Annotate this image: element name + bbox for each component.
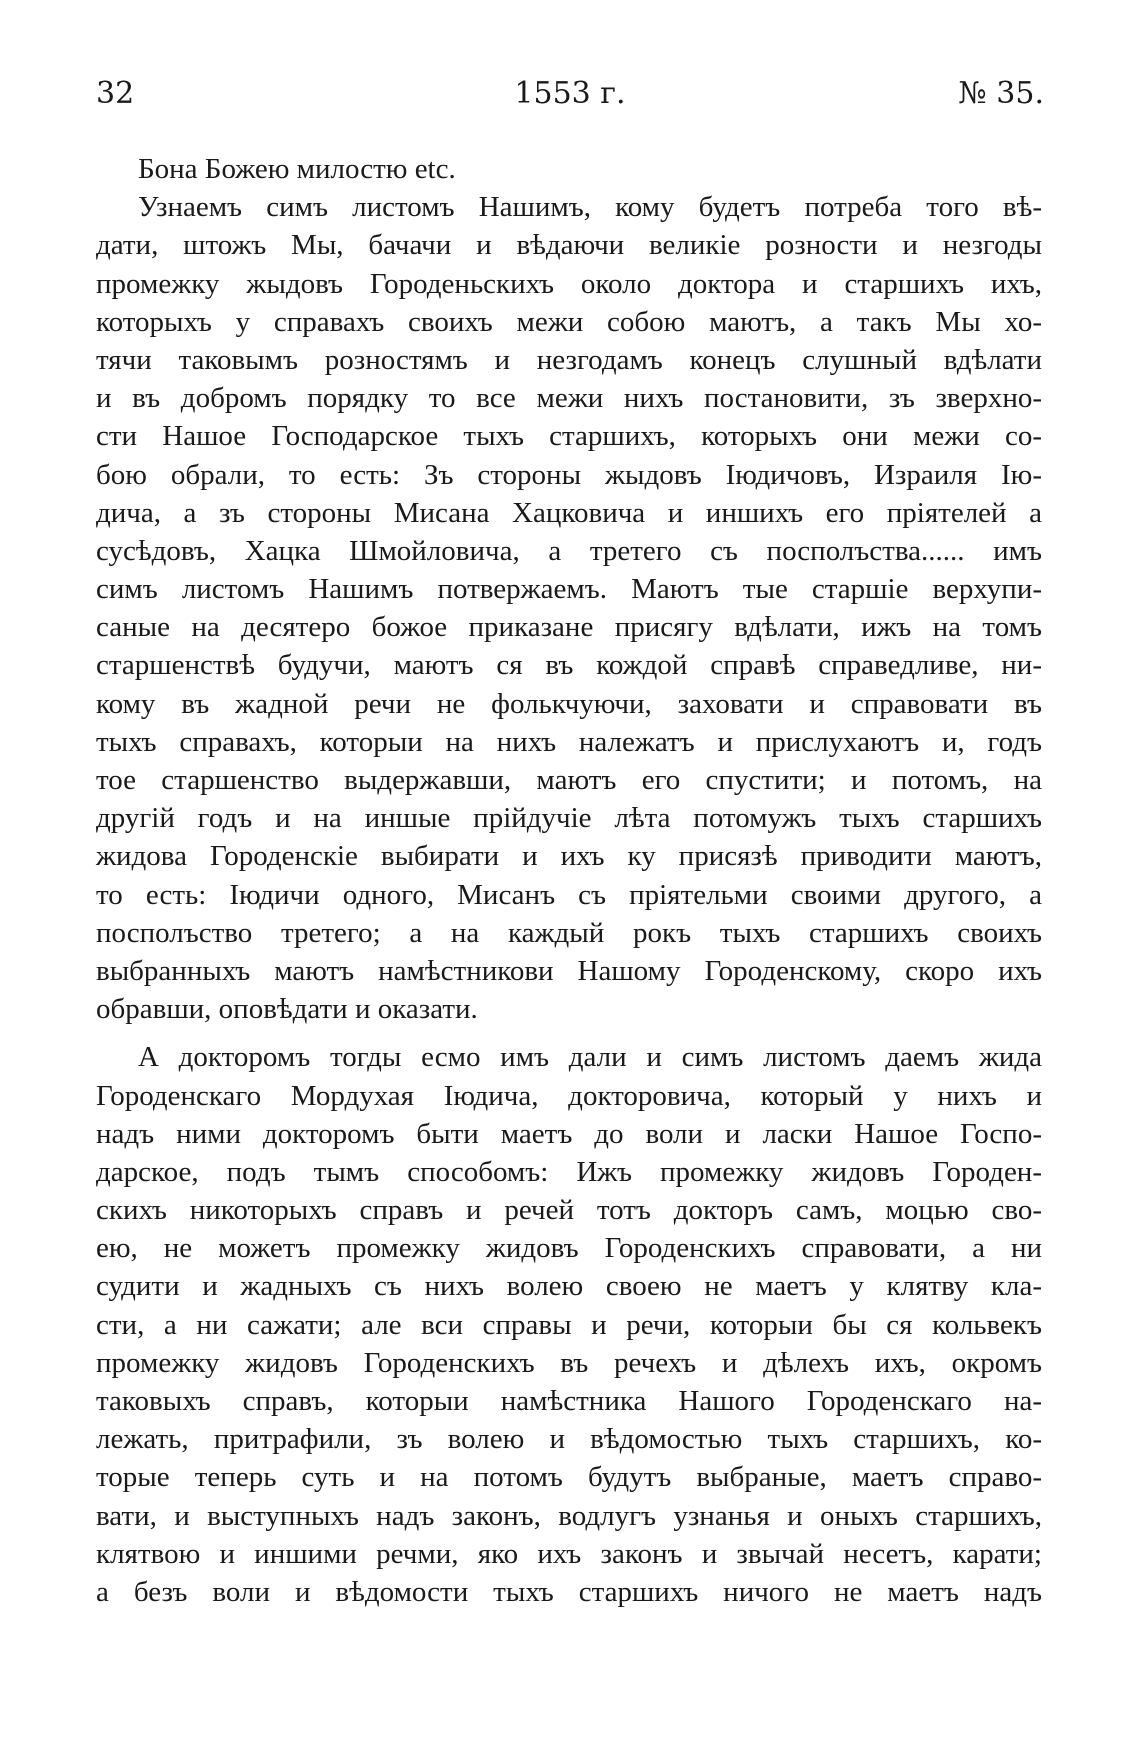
text-line: которыхъ у справахъ своихъ межи собою маютъ, а такъ Мы хо-	[96, 305, 1042, 338]
text-line: лежать, притрафили, зъ волею и вѣдомостью тыхъ старшихъ, ко-	[96, 1423, 1042, 1456]
text-line: Узнаемъ симъ листомъ Нашимъ, кому будетъ потреба того вѣ-	[138, 191, 1042, 224]
text-line: промежку жыдовъ Городеньскихъ около доктора и старшихъ ихъ,	[96, 267, 1042, 300]
text-line: тячи таковымъ розностямъ и незгодамъ конецъ слушный вдѣлати	[96, 343, 1042, 376]
paragraph-gap	[96, 1028, 1042, 1038]
text-line: тое старшенство выдержавши, маютъ его спустити; и потомъ, на	[96, 764, 1042, 796]
text-line: а безъ воли и вѣдомости тыхъ старшихъ ничого не маетъ надъ	[96, 1575, 1042, 1608]
text-line: дарское, подъ тымъ способомъ: Ижъ промежку жидовъ Городен-	[96, 1155, 1042, 1188]
text-line: тыхъ справахъ, которыи на нихъ належатъ и прислухаютъ и, годъ	[96, 725, 1042, 758]
text-line: другій годъ и на иншые прійдучіе лѣта потомужъ тыхъ старшихъ	[96, 802, 1042, 835]
text-line: таковыхъ справъ, которыи намѣстника Нашого Городенскаго на-	[96, 1385, 1042, 1417]
text-line: А докторомъ тогды есмо имъ дали и симъ листомъ даемъ жида	[138, 1041, 1042, 1074]
text-line: и въ добромъ порядку то все межи нихъ постановити, зъ зверхно-	[96, 382, 1042, 415]
text-line: обравши, оповѣдати и оказати.	[96, 993, 478, 1026]
text-line: дати, штожъ Мы, бачачи и вѣдаючи великіе розности и незгоды	[96, 229, 1042, 262]
paragraph-2	[96, 1038, 1042, 1611]
text-line: дича, а зъ стороны Мисана Хацковича и иншихъ его пріятелей а	[96, 496, 1042, 529]
text-line: Городенскаго Мордухая Іюдича, докторовича, который у нихъ и	[96, 1079, 1042, 1112]
document-number: № 35.	[958, 76, 1044, 111]
text-line: Бона Божею милостю etc.	[138, 153, 456, 185]
text-line: то есть: Іюдичи одного, Мисанъ съ пріятельми своими другого, а	[96, 878, 1042, 911]
text-line: торые теперь суть и на потомъ будутъ выбраные, маетъ справо-	[96, 1461, 1042, 1494]
text-line: ею, не можетъ промежку жидовъ Городенскихъ справовати, а ни	[96, 1232, 1042, 1265]
text-line: надъ ними докторомъ быти маетъ до воли и ласки Нашое Госпо-	[96, 1117, 1042, 1150]
text-line: клятвою и иншими речми, яко ихъ законъ и звычай несетъ, карати;	[96, 1537, 1042, 1570]
text-line: кому въ жадной речи не фолькчуючи, заховати и справовати въ	[96, 687, 1042, 720]
text-line: судити и жадныхъ съ нихъ волею своею не маетъ у клятву кла-	[96, 1270, 1042, 1303]
text-line: промежку жидовъ Городенскихъ въ речехъ и дѣлехъ ихъ, окромъ	[96, 1346, 1042, 1379]
text-line: вати, и выступныхъ надъ законъ, водлугъ узнанья и оныхъ старшихъ,	[96, 1499, 1042, 1532]
paragraph-1	[96, 188, 1042, 1028]
text-line: сти Нашое Господарское тыхъ старшихъ, которыхъ они межи со-	[96, 420, 1042, 453]
paragraph-greeting	[96, 150, 1042, 188]
text-line: скихъ никоторыхъ справъ и речей тотъ докторъ самъ, моцью сво-	[96, 1194, 1042, 1227]
page-number: 32	[96, 76, 135, 111]
text-line: симъ листомъ Нашимъ потвержаемъ. Маютъ тые старшіе верхупи-	[96, 573, 1042, 606]
text-line: старшенствѣ будучи, маютъ ся въ кождой справѣ справедливе, ни-	[96, 649, 1042, 682]
text-line: сусѣдовъ, Хацка Шмойловича, а третего съ посполъства...... имъ	[96, 534, 1042, 567]
text-line: сти, а ни сажати; але вси справы и речи, которыи бы ся кольвекъ	[96, 1308, 1042, 1341]
text-line: посполъство третего; а на каждый рокъ тыхъ старшихъ своихъ	[96, 916, 1042, 949]
text-line: бою обрали, то есть: Зъ стороны жыдовъ Іюдичовъ, Израиля Ію-	[96, 458, 1042, 491]
text-line: выбранныхъ маютъ намѣстникови Нашому Городенскому, скоро ихъ	[96, 954, 1042, 987]
text-line: саные на десятеро божое приказане присягу вдѣлати, ижъ на томъ	[96, 611, 1042, 644]
year-heading: 1553 г.	[514, 76, 626, 111]
document-body	[96, 150, 1042, 1611]
text-line: жидова Городенскіе выбирати и ихъ ку присязѣ приводити маютъ,	[96, 840, 1042, 873]
running-head	[96, 76, 1044, 116]
